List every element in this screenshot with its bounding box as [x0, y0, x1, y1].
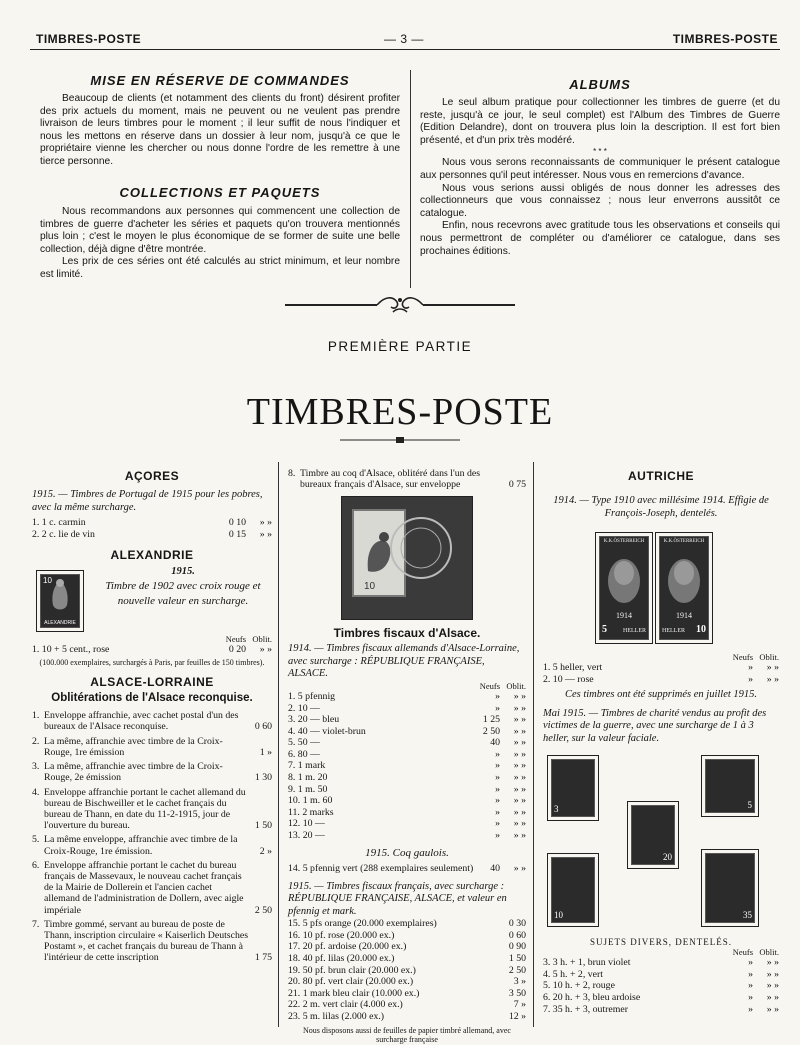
table-row: 12. 10 — » » » — [288, 818, 526, 830]
sujets-heading: SUJETS DIVERS, DENTELÉS. — [589, 937, 732, 948]
list-item: 6. Enveloppe affranchie portant le cachet du bureau français de Massevaux, le nouveau cachet français de la Mairie de Dollerein et l'ancien cachet allemand de l'administration de Dollern, avec aigle impériale 2 50 — [32, 859, 272, 916]
postmark-icon — [386, 513, 456, 583]
footer-note: Nous disposons aussi de feuilles de papier timbré allemand, avec surcharge française — [303, 1025, 511, 1045]
list-item: 2. La même, affranchie avec timbre de la Croix-Rouge, 1re émission 1 » — [32, 735, 272, 758]
autriche-intro: 1914. — Type 1910 avec millésime 1914. Effigie de François-Joseph, dentelés. — [553, 495, 769, 519]
col-header-oblit: Oblit. — [759, 947, 779, 958]
alexandrie-desc: Timbre de 1902 avec croix rouge et nouvelle valeur en surcharge. — [105, 579, 261, 607]
table-row: 5. 50 — 40 » » — [288, 737, 526, 749]
col-header-neufs: Neufs — [479, 680, 501, 691]
list-item: 3. La même, affranchie avec timbre de la Croix-Rouge, 2e émission 1 30 — [32, 761, 272, 784]
part-title: TIMBRES-POSTE — [246, 391, 554, 433]
table-row: 10. 1 m. 60 » » » — [288, 795, 526, 807]
table-row: 14. 5 pfennig vert (288 exemplaires seulement) 40 » » — [288, 863, 526, 875]
list-item: 7. Timbre gommé, servant au bureau de poste de Thann, inscription circulaire « Kaiserlich Deutsches Postamt », et cachet français du bureau de Thann à l'intérieur de cette inscription 1 75 — [32, 918, 272, 964]
column-2 — [288, 468, 526, 1045]
header-rule — [30, 49, 780, 50]
list-item: 1. Enveloppe affranchie, avec cachet postal d'un des bureaux de l'Alsace reconquise. 0 60 — [32, 710, 272, 733]
title-underline-ornament — [340, 436, 460, 444]
table-row: 1. 10 + 5 cent., rose 0 20 » » — [32, 644, 272, 656]
table-row: 22. 2 m. vert clair (4.000 ex.) 7 » — [288, 999, 526, 1011]
cover-image — [341, 496, 473, 620]
collections-text: Nous recommandons aux personnes qui commencent une collection de timbres de guerre d'acheter les séries et paquets qu'on trouvera mentionnés plus loin ; c'est le moyen le plus économique de se former de suite une belle collection, déjà digne d'être montrée. Les prix de ces séries ont été calculés au strict minimum, et leur nombre est limité. — [40, 206, 400, 280]
alsace-heading: ALSACE-LORRAINE — [90, 675, 214, 690]
mise-title: MISE EN RÉSERVE DE COMMANDES — [90, 73, 350, 88]
alexandrie-stamp — [36, 570, 84, 632]
col-header-oblit: Oblit. — [252, 634, 272, 645]
alexandrie-note: (100.000 exemplaires, surchargés à Paris, par feuilles de 150 timbres). — [39, 657, 265, 667]
header-right: TIMBRES-POSTE — [672, 32, 778, 46]
page-number: — 3 — — [384, 32, 424, 46]
list-item: 8. Timbre au coq d'Alsace, oblitéré dans l'un des bureaux français d'Alsace, sur enveloppe 0 75 — [288, 468, 526, 491]
table-row: 5. 10 h. + 2, rouge » » » — [543, 980, 779, 992]
table-row: 21. 1 mark bleu clair (10.000 ex.) 3 50 — [288, 987, 526, 999]
part-label: PREMIÈRE PARTIE — [327, 339, 473, 354]
col-divider-2 — [533, 462, 534, 1027]
austria-stamp-10 — [655, 532, 713, 644]
charity-stamp: 20 — [627, 801, 679, 869]
table-row: 23. 5 m. lilas (2.000 ex.) 12 » — [288, 1010, 526, 1022]
top-divider — [410, 70, 411, 288]
austria-stamp-5 — [595, 532, 653, 644]
table-row: 15. 5 pfs orange (20.000 exemplaires) 0 30 — [288, 918, 526, 930]
list-item: 4. Enveloppe affranchie portant le cachet allemand du bureau de Bischweiller et le cachet français du bureau de Thann, en date du 11-2-1915, jour de l'ouverture du bureau. 1 50 — [32, 786, 272, 832]
table-row: 6. 20 h. + 3, bleu ardoise » » » — [543, 991, 779, 1003]
autriche-heading: AUTRICHE — [628, 469, 694, 483]
svg-text:10: 10 — [364, 581, 376, 593]
list-item: 5. La même enveloppe, affranchie avec timbre de la Croix-Rouge, 1re émission. 2 » — [32, 834, 272, 857]
column-3 — [543, 469, 779, 1015]
stamp-inscription: K.K.ÖSTERREICH — [663, 539, 705, 544]
table-row: 3. 20 — bleu 1 25 » » — [288, 714, 526, 726]
fiscaux-table — [288, 691, 526, 842]
table-row: 9. 1 m. 50 » » » — [288, 783, 526, 795]
header-left: TIMBRES-POSTE — [36, 32, 142, 46]
table-row: 2. 10 — » » » — [288, 702, 526, 714]
stamp-value: 5 — [602, 624, 607, 635]
charity-stamp: 3 — [547, 755, 599, 821]
col-header-oblit: Oblit. — [506, 680, 526, 691]
autriche-table — [543, 957, 779, 1015]
collections-title: COLLECTIONS ET PAQUETS — [119, 185, 321, 200]
table-row: 17. 20 pf. ardoise (20.000 ex.) 0 90 — [288, 941, 526, 953]
table-row: 2. 10 — rose » » » — [543, 673, 779, 685]
stars-separator: * * * — [593, 147, 607, 157]
ornament-divider — [285, 294, 515, 316]
table-row: 16. 10 pf. rose (20.000 ex.) 0 60 — [288, 929, 526, 941]
fiscaux-title: Timbres fiscaux d'Alsace. — [333, 626, 481, 641]
table-row: 1. 5 heller, vert » » » — [543, 662, 779, 673]
col-header-neufs: Neufs — [225, 634, 247, 645]
acores-intro: 1915. — Timbres de Portugal de 1915 pour les pobres, avec la même surcharge. — [32, 489, 263, 513]
charity-stamp: 5 — [701, 755, 759, 817]
fr-intro: 1915. — Timbres fiscaux français, avec surcharge : RÉPUBLIQUE FRANÇAISE, ALSACE, et valeur en pfennig et mark. — [288, 880, 507, 917]
table-row: 7. 1 mark » » » — [288, 760, 526, 772]
stamp-value: 10 — [43, 576, 52, 586]
mise-text: Beaucoup de clients (et notamment des clients du front) désirent profiter des prix actuels du moment, mais ne peuvent ou ne veulent pas prendre livraison de leurs timbres pour le moment ; il leur suffit de nous l'indiquer et nous les mettons en réserve dans un dossier à leur nom, jusqu'à ce que le propriétaire vienne les chercher ou nous donne l'ordre de les remettre à une tierce personne. — [40, 93, 400, 167]
stamp-year: 1914 — [676, 611, 692, 620]
stamp-unit: HELLER — [662, 628, 685, 634]
table-row: 1. 1 c. carmin 0 10 » » — [32, 517, 272, 528]
table-row: 20. 80 pf. vert clair (20.000 ex.) 3 » — [288, 976, 526, 988]
albums-title: ALBUMS — [569, 77, 631, 92]
table-row: 1. 5 pfennig » » » — [288, 690, 526, 702]
table-row: 6. 80 — » » » — [288, 748, 526, 760]
stamp-inscription: K.K.ÖSTERREICH — [603, 539, 645, 544]
charity-stamps — [543, 753, 779, 929]
alsace-subheading: Oblitérations de l'Alsace reconquise. — [51, 692, 253, 705]
table-row: 3. 3 h. + 1, brun violet » » » — [543, 957, 779, 969]
alexandrie-year: 1915. — [171, 566, 195, 578]
coq-title: 1915. Coq gaulois. — [365, 846, 449, 859]
alexandrie-heading: ALEXANDRIE — [110, 548, 194, 563]
stamp-unit: HELLER — [623, 628, 646, 634]
table-row: 4. 5 h. + 2, vert » » » — [543, 968, 779, 980]
acores-heading: AÇORES — [124, 469, 180, 483]
table-row: 4. 40 — violet-brun 2 50 » » — [288, 725, 526, 737]
stamp-value: 10 — [696, 624, 706, 635]
col-header-oblit: Oblit. — [759, 652, 779, 662]
table-row: 19. 50 pf. brun clair (20.000 ex.) 2 50 — [288, 964, 526, 976]
table-row: 13. 20 — » » » — [288, 830, 526, 842]
table-row: 2. 2 c. lie de vin 0 15 » » — [32, 528, 272, 540]
fr-table — [288, 918, 526, 1022]
albums-text: Le seul album pratique pour collectionner les timbres de guerre (et du reste, jusqu'à ce jour, le seul complet) est l'Album des Timbres de Guerre (Edition Delandre), dont on trouvera plus loin la description. Il est fort bien présenté, et d'un prix très modéré. * * * Nous vous serons reconnaissants de communiquer le présent catalogue aux personnes qu'il peut intéresser. Nous vous en remercions d'avance. Nous vous serions aussi obligés de nous donner les adresses des collectionneurs que vous connaissez ; nous leur enverrons aussitôt ce catalogue. Enfin, nous recevrons avec gratitude tous les observations et conseils qui nous permettront de compléter ou d'améliorer ce catalogue, dans ses prochaines éditions. — [420, 97, 780, 257]
col-divider-1 — [278, 462, 279, 1027]
mai-intro: Mai 1915. — Timbres de charité vendus au profit des victimes de la guerre, avec une surcharge de 1 à 3 heller, sur la valeur faciale. — [543, 707, 767, 744]
stamp-country: ALEXANDRIE — [44, 620, 76, 627]
col-header-neufs: Neufs — [732, 652, 754, 662]
table-row: 7. 35 h. + 3, outremer » » » — [543, 1003, 779, 1015]
table-row: 11. 2 marks » » » — [288, 806, 526, 818]
stamp-year: 1914 — [616, 611, 632, 620]
charity-stamp: 10 — [547, 853, 599, 927]
col-header-neufs: Neufs — [732, 947, 754, 958]
table-row: 8. 1 m. 20 » » » — [288, 772, 526, 784]
charity-stamp: 35 — [701, 849, 759, 927]
fiscaux-intro: 1914. — Timbres fiscaux allemands d'Alsace-Lorraine, avec surcharge : RÉPUBLIQUE FRANÇAISE, ALSACE. — [288, 643, 520, 680]
table-row: 18. 40 pf. lilas (20.000 ex.) 1 50 — [288, 953, 526, 964]
column-1 — [32, 469, 272, 967]
suppressed-note: Ces timbres ont été supprimés en juillet 1915. — [564, 689, 758, 701]
